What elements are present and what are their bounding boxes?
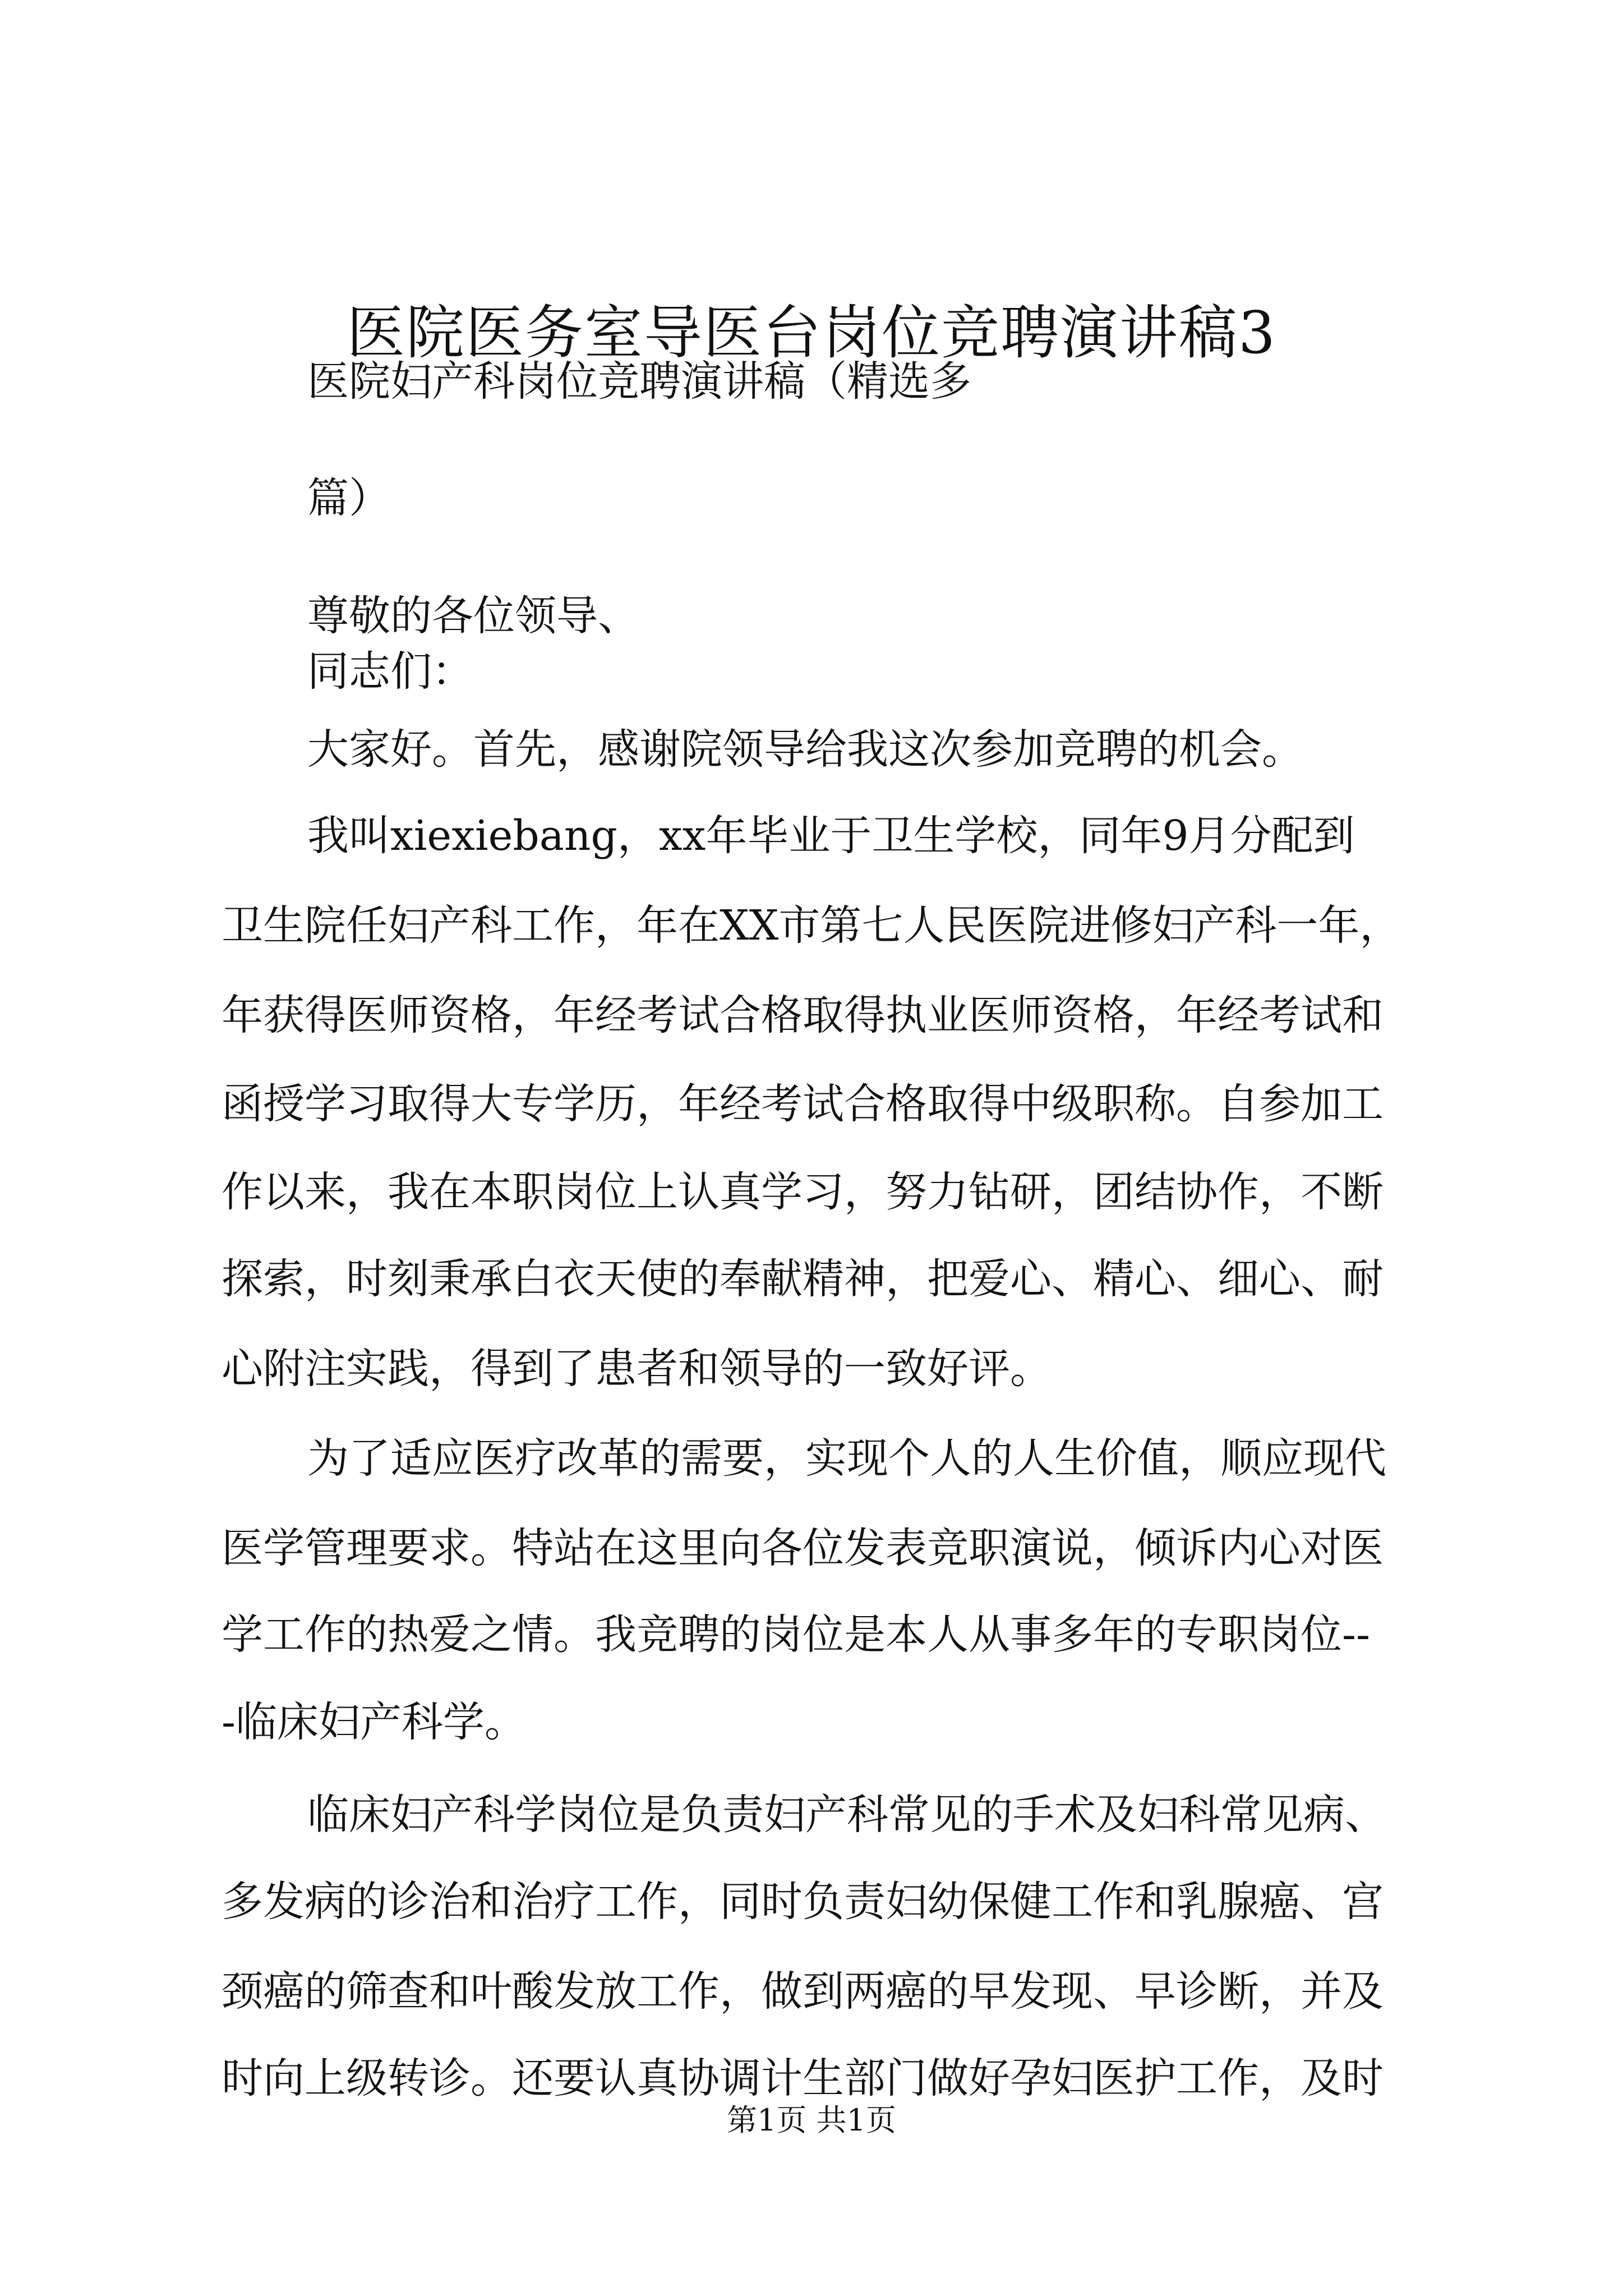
body-line: 大家好。首先，感谢院领导给我这次参加竞聘的机会。 — [307, 725, 1303, 774]
document-title: 医院医务室导医台岗位竞聘演讲稿3 — [346, 298, 1277, 367]
subtitle-line: 医院妇产科岗位竞聘演讲稿（精选多 — [307, 357, 971, 406]
body-line: 我叫xiexiebang，xx年毕业于卫生学校，同年9月分配到 — [307, 812, 1355, 860]
salutation-line: 同志们： — [307, 647, 473, 696]
body-line: 时向上级转诊。还要认真协调计生部门做好孕妇医护工作，及时 — [222, 2054, 1384, 2102]
body-line: 探索，时刻秉承白衣天使的奉献精神，把爱心、精心、细心、耐 — [222, 1255, 1384, 1303]
body-line: 医学管理要求。特站在这里向各位发表竞职演说，倾诉内心对医 — [222, 1524, 1384, 1572]
body-line: 多发病的诊治和治疗工作，同时负责妇幼保健工作和乳腺癌、宫 — [222, 1878, 1384, 1926]
body-line: 颈癌的筛查和叶酸发放工作，做到两癌的早发现、早诊断，并及 — [222, 1967, 1384, 2016]
body-line: 卫生院任妇产科工作，年在XX市第七人民医院进修妇产科一年， — [222, 901, 1401, 950]
body-line: 学工作的热爱之情。我竞聘的岗位是本人从事多年的专职岗位-- — [222, 1611, 1371, 1659]
body-line: 函授学习取得大专学历，年经考试合格取得中级职称。自参加工 — [222, 1080, 1384, 1128]
body-line: 作以来，我在本职岗位上认真学习，努力钻研，团结协作，不断 — [222, 1168, 1384, 1216]
body-line: 年获得医师资格，年经考试合格取得执业医师资格，年经考试和 — [222, 991, 1384, 1039]
body-line: 心附注实践，得到了患者和领导的一致好评。 — [222, 1345, 1052, 1393]
body-line: 为了适应医疗改革的需要，实现个人的人生价值，顺应现代 — [307, 1434, 1386, 1483]
salutation-line: 尊敬的各位领导、 — [307, 592, 639, 640]
subtitle-line: 篇） — [307, 474, 390, 522]
body-line: 临床妇产科学岗位是负责妇产科常见的手术及妇科常见病、 — [307, 1791, 1386, 1839]
body-line: -临床妇产科学。 — [222, 1698, 527, 1746]
page-footer: 第1页 共1页 — [727, 2102, 896, 2138]
